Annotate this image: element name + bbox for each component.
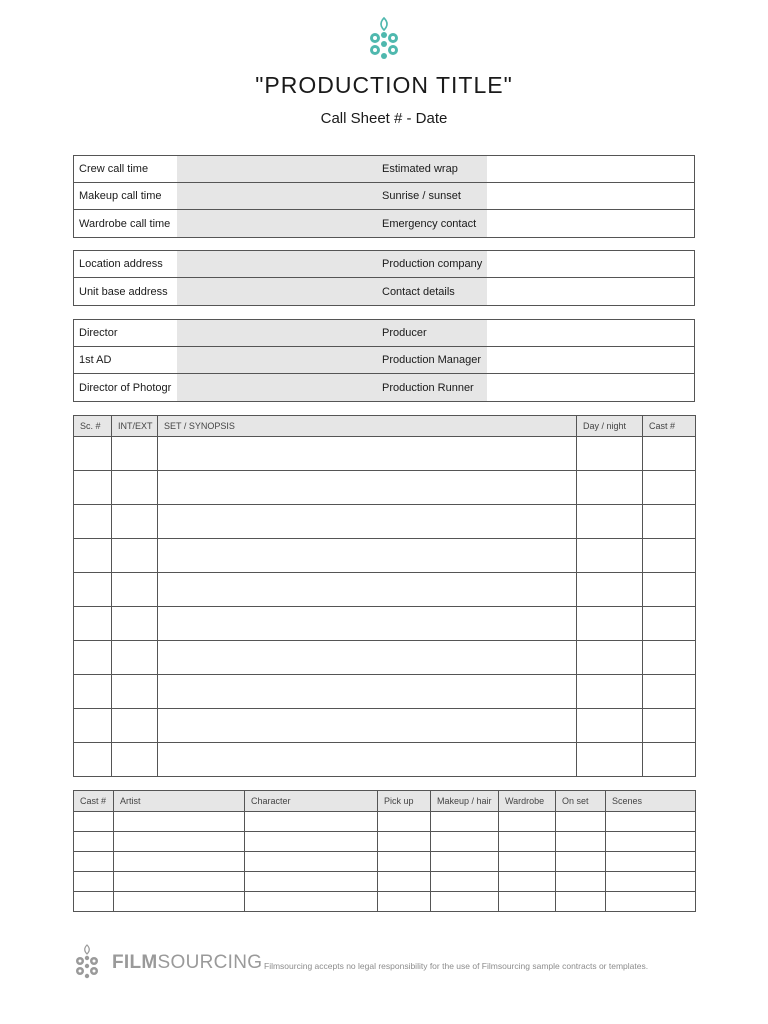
info-label: Crew call time — [74, 156, 177, 182]
info-label: Director — [74, 320, 177, 346]
info-value-field[interactable] — [177, 156, 377, 182]
scene-row — [74, 675, 696, 709]
info-value-field[interactable] — [487, 347, 694, 373]
info-row — [74, 374, 694, 401]
cast-cell[interactable] — [606, 812, 696, 832]
info-label: Production Runner — [377, 374, 487, 401]
cast-table — [73, 790, 696, 912]
scene-cell[interactable] — [643, 539, 696, 573]
scene-cell[interactable] — [577, 743, 643, 777]
legal-disclaimer: Filmsourcing accepts no legal responsibility for the use of Filmsourcing sample contracts or templates. — [264, 961, 649, 971]
cast-cell[interactable] — [499, 812, 556, 832]
scene-cell[interactable] — [74, 471, 112, 505]
info-value-field[interactable] — [177, 183, 377, 209]
cast-row — [74, 852, 696, 872]
scene-cell[interactable] — [577, 675, 643, 709]
info-label: Unit base address — [74, 278, 177, 305]
info-label: 1st AD — [74, 347, 177, 373]
info-label: Emergency contact — [377, 210, 487, 237]
scene-cell[interactable] — [74, 573, 112, 607]
col-header-scene-number: Sc. # — [74, 416, 112, 437]
cast-cell[interactable] — [378, 832, 431, 852]
cast-cell[interactable] — [606, 872, 696, 892]
scene-cell[interactable] — [577, 607, 643, 641]
call-times-box — [73, 155, 695, 238]
scene-cell[interactable] — [577, 709, 643, 743]
scene-cell[interactable] — [74, 607, 112, 641]
info-label: Contact details — [377, 278, 487, 305]
scenes-table — [73, 415, 696, 777]
cast-cell[interactable] — [114, 852, 245, 872]
scene-cell[interactable] — [577, 641, 643, 675]
scene-cell[interactable] — [158, 743, 577, 777]
scene-cell[interactable] — [577, 573, 643, 607]
cast-cell[interactable] — [556, 852, 606, 872]
info-row — [74, 251, 694, 278]
info-row — [74, 210, 694, 237]
info-label: Estimated wrap — [377, 156, 487, 182]
scene-cell[interactable] — [74, 437, 112, 471]
cast-cell[interactable] — [114, 892, 245, 912]
cast-cell[interactable] — [74, 892, 114, 912]
col-header-pick-up: Pick up — [378, 791, 431, 812]
scene-cell[interactable] — [577, 539, 643, 573]
scene-cell[interactable] — [158, 675, 577, 709]
scene-cell[interactable] — [158, 709, 577, 743]
cast-row — [74, 832, 696, 852]
scene-cell[interactable] — [577, 471, 643, 505]
cast-cell[interactable] — [74, 852, 114, 872]
col-header-cast-number: Cast # — [74, 791, 114, 812]
cast-cell[interactable] — [74, 812, 114, 832]
scene-cell[interactable] — [158, 641, 577, 675]
cast-cell[interactable] — [378, 852, 431, 872]
cast-cell[interactable] — [556, 832, 606, 852]
scene-cell[interactable] — [74, 675, 112, 709]
scene-cell[interactable] — [643, 437, 696, 471]
cast-cell[interactable] — [431, 852, 499, 872]
filmsourcing-footer-logo-icon — [72, 944, 102, 980]
info-value-field[interactable] — [177, 278, 377, 305]
scene-cell[interactable] — [112, 607, 158, 641]
cast-cell[interactable] — [378, 812, 431, 832]
cast-row — [74, 812, 696, 832]
locations-box — [73, 250, 695, 306]
info-label: Makeup call time — [74, 183, 177, 209]
scene-row — [74, 505, 696, 539]
footer — [72, 944, 702, 984]
scene-cell[interactable] — [158, 607, 577, 641]
cast-cell[interactable] — [556, 812, 606, 832]
info-value-field[interactable] — [487, 156, 694, 182]
col-header-cast-number: Cast # — [643, 416, 696, 437]
scene-cell[interactable] — [74, 743, 112, 777]
scene-cell[interactable] — [643, 743, 696, 777]
cast-cell[interactable] — [606, 892, 696, 912]
scene-row — [74, 709, 696, 743]
scene-cell[interactable] — [112, 641, 158, 675]
cast-row — [74, 872, 696, 892]
scene-cell[interactable] — [112, 471, 158, 505]
scenes-header-row — [74, 416, 696, 437]
col-header-day-night: Day / night — [577, 416, 643, 437]
col-header-int-ext: INT/EXT — [112, 416, 158, 437]
info-row — [74, 278, 694, 305]
scene-cell[interactable] — [643, 505, 696, 539]
info-label: Producer — [377, 320, 487, 346]
col-header-wardrobe: Wardrobe — [499, 791, 556, 812]
info-row — [74, 320, 694, 347]
scene-cell[interactable] — [158, 471, 577, 505]
cast-cell[interactable] — [499, 892, 556, 912]
cast-cell[interactable] — [431, 812, 499, 832]
info-value-field[interactable] — [177, 347, 377, 373]
col-header-character: Character — [245, 791, 378, 812]
scene-cell[interactable] — [158, 505, 577, 539]
scene-cell[interactable] — [112, 709, 158, 743]
scene-cell[interactable] — [643, 641, 696, 675]
scene-cell[interactable] — [643, 709, 696, 743]
col-header-set-synopsis: SET / SYNOPSIS — [158, 416, 577, 437]
scene-cell[interactable] — [74, 709, 112, 743]
scene-cell[interactable] — [112, 675, 158, 709]
info-value-field[interactable] — [487, 183, 694, 209]
scene-row — [74, 573, 696, 607]
scene-cell[interactable] — [158, 573, 577, 607]
cast-cell[interactable] — [245, 892, 378, 912]
brand-wordmark — [112, 952, 262, 974]
cast-cell[interactable] — [74, 832, 114, 852]
scene-row — [74, 539, 696, 573]
cast-cell[interactable] — [556, 892, 606, 912]
info-row — [74, 156, 694, 183]
cast-cell[interactable] — [245, 832, 378, 852]
col-header-artist: Artist — [114, 791, 245, 812]
info-label: Location address — [74, 251, 177, 277]
scene-cell[interactable] — [112, 573, 158, 607]
cast-cell[interactable] — [245, 872, 378, 892]
cast-cell[interactable] — [245, 852, 378, 872]
page-subtitle: Call Sheet # - Date — [320, 110, 448, 127]
page-title: "PRODUCTION TITLE" — [255, 72, 513, 98]
info-label: Wardrobe call time — [74, 210, 177, 237]
cast-cell[interactable] — [606, 852, 696, 872]
scene-cell[interactable] — [643, 573, 696, 607]
cast-cell[interactable] — [378, 872, 431, 892]
scene-row — [74, 607, 696, 641]
cast-cell[interactable] — [499, 852, 556, 872]
scene-cell[interactable] — [74, 505, 112, 539]
brand-light: SOURCING — [157, 952, 263, 973]
cast-cell[interactable] — [114, 872, 245, 892]
crew-box — [73, 319, 695, 402]
brand-bold: FILM — [112, 952, 158, 973]
cast-header-row — [74, 791, 696, 812]
info-value-field[interactable] — [177, 210, 377, 237]
col-header-makeup-hair: Makeup / hair — [431, 791, 499, 812]
scene-cell[interactable] — [577, 505, 643, 539]
cast-cell[interactable] — [499, 832, 556, 852]
info-row — [74, 183, 694, 210]
info-value-field[interactable] — [487, 320, 694, 346]
cast-cell[interactable] — [114, 812, 245, 832]
info-label: Sunrise / sunset — [377, 183, 487, 209]
scene-cell[interactable] — [112, 505, 158, 539]
info-label: Production Manager — [377, 347, 487, 373]
cast-cell[interactable] — [245, 812, 378, 832]
scene-cell[interactable] — [74, 641, 112, 675]
scene-row — [74, 641, 696, 675]
info-value-field[interactable] — [487, 210, 694, 237]
info-value-field[interactable] — [487, 251, 694, 277]
scene-cell[interactable] — [643, 471, 696, 505]
scene-row — [74, 743, 696, 777]
info-label: Director of Photogr — [74, 374, 177, 401]
cast-cell[interactable] — [431, 832, 499, 852]
scene-cell[interactable] — [158, 437, 577, 471]
cast-cell[interactable] — [556, 872, 606, 892]
info-value-field[interactable] — [177, 251, 377, 277]
scene-cell[interactable] — [643, 675, 696, 709]
cast-cell[interactable] — [74, 872, 114, 892]
cast-cell[interactable] — [431, 872, 499, 892]
scene-cell[interactable] — [643, 607, 696, 641]
scene-cell[interactable] — [112, 437, 158, 471]
cast-cell[interactable] — [606, 832, 696, 852]
scene-row — [74, 437, 696, 471]
cast-cell[interactable] — [378, 892, 431, 912]
cast-cell[interactable] — [499, 872, 556, 892]
scene-cell[interactable] — [74, 539, 112, 573]
info-value-field[interactable] — [487, 374, 694, 401]
scene-cell[interactable] — [112, 539, 158, 573]
col-header-on-set: On set — [556, 791, 606, 812]
cast-cell[interactable] — [114, 832, 245, 852]
info-row — [74, 347, 694, 374]
info-value-field[interactable] — [177, 320, 377, 346]
scene-cell[interactable] — [112, 743, 158, 777]
scene-cell[interactable] — [158, 539, 577, 573]
scene-cell[interactable] — [577, 437, 643, 471]
info-value-field[interactable] — [487, 278, 694, 305]
scene-row — [74, 471, 696, 505]
info-label: Production company — [377, 251, 487, 277]
filmsourcing-logo-icon — [364, 16, 404, 60]
cast-row — [74, 892, 696, 912]
cast-cell[interactable] — [431, 892, 499, 912]
col-header-scenes: Scenes — [606, 791, 696, 812]
info-value-field[interactable] — [177, 374, 377, 401]
